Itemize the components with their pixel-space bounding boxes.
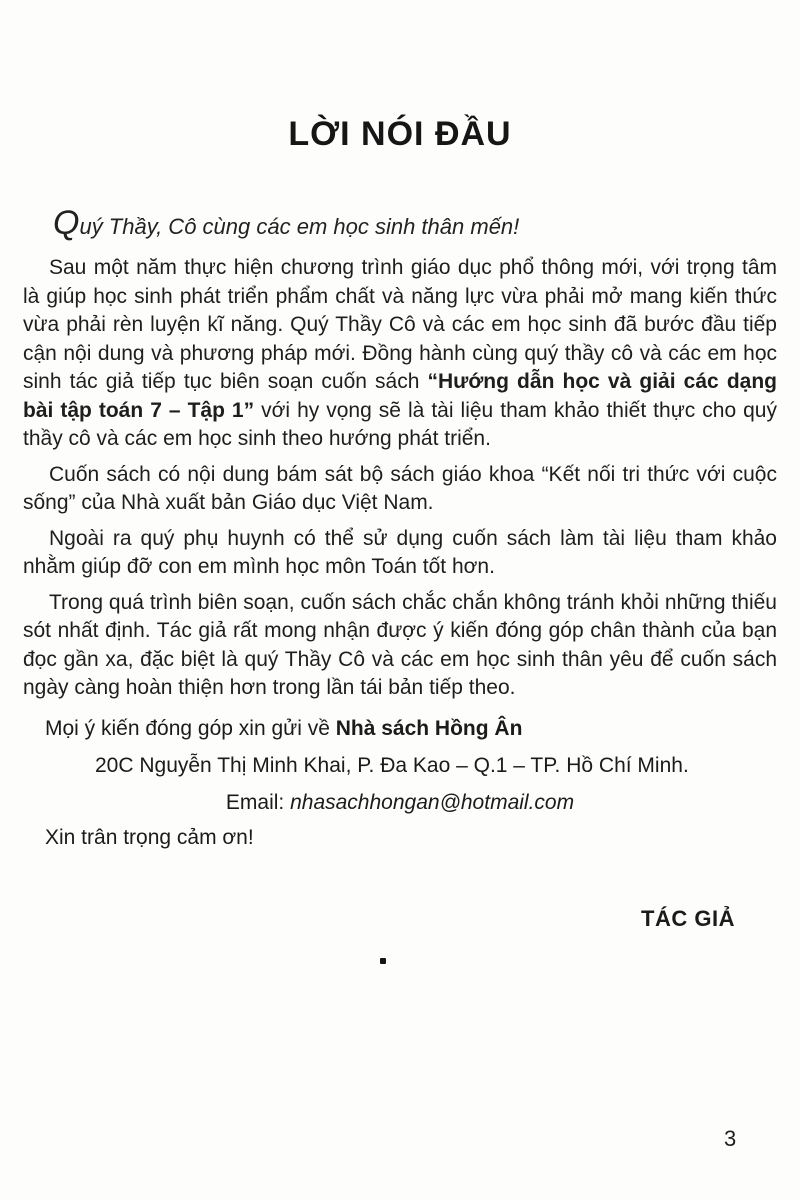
- greeting-dropcap: Q: [53, 204, 80, 242]
- feedback-prefix: Mọi ý kiến đóng góp xin gửi về: [45, 716, 336, 740]
- paragraph-3: Ngoài ra quý phụ huynh có thể sử dụng cuốn sách làm tài liệu tham khảo nhằm giúp đỡ con em mình học môn Toán tốt hơn.: [23, 526, 777, 578]
- email-label: Email:: [225, 790, 291, 814]
- author-signature: TÁC GIẢ: [641, 905, 735, 931]
- page-number: 3: [724, 1126, 737, 1151]
- paragraph-4: Trong quá trình biên soạn, cuốn sách chắc chắn không tránh khỏi những thiếu sót nhất định. Tác giả rất mong nhận được ý kiến đóng góp chân thành của bạn đọc gần xa, đặc biệt là quý Thầy Cô và các em học sinh thân yêu để cuốn sách ngày càng hoàn thiện hơn trong lần tái bản tiếp theo.: [23, 590, 777, 699]
- greeting-line: [23, 206, 777, 244]
- paragraph-2: Cuốn sách có nội dung bám sát bộ sách giáo khoa “Kết nối tri thức với cuộc sống” của Nhà xuất bản Giáo dục Việt Nam.: [23, 462, 777, 514]
- bookstore-name: Nhà sách Hồng Ân: [335, 716, 523, 740]
- paragraph-1-text-after: với hy vọng sẽ là tài liệu tham khảo thiết thực cho quý thầy cô và các em học sinh theo hướng phát triển.: [23, 398, 777, 450]
- preface-body: [23, 254, 777, 703]
- book-title-bold: “Hướng dẫn học và giải các dạng bài tập toán 7 – Tập 1”: [23, 370, 777, 422]
- email-line: [23, 789, 777, 818]
- paragraph-1: [23, 254, 777, 454]
- page-title: LỜI NÓI ĐẦU: [288, 115, 512, 153]
- scan-ink-speck: [380, 958, 386, 964]
- feedback-line: [23, 715, 777, 744]
- greeting-text: uý Thầy, Cô cùng các em học sinh thân mến!: [79, 214, 520, 239]
- paragraph-1-text: Sau một năm thực hiện chương trình giáo dục phổ thông mới, với trọng tâm là giúp học sinh phát triển phẩm chất và năng lực vừa phải mở mang kiến thức vừa phải rèn luyện kĩ năng. Quý Thầy Cô và các em học sinh đã bước đầu tiếp cận nội dung và phương pháp mới. Đồng hành cùng quý thầy cô và các em học sinh tác giả tiếp tục biên soạn cuốn sách: [23, 256, 777, 393]
- closing-line: Xin trân trọng cảm ơn!: [45, 826, 254, 849]
- email-address: nhasachhongan@hotmail.com: [290, 790, 575, 814]
- address-line: 20C Nguyễn Thị Minh Khai, P. Đa Kao – Q.1 – TP. Hồ Chí Minh.: [95, 754, 689, 777]
